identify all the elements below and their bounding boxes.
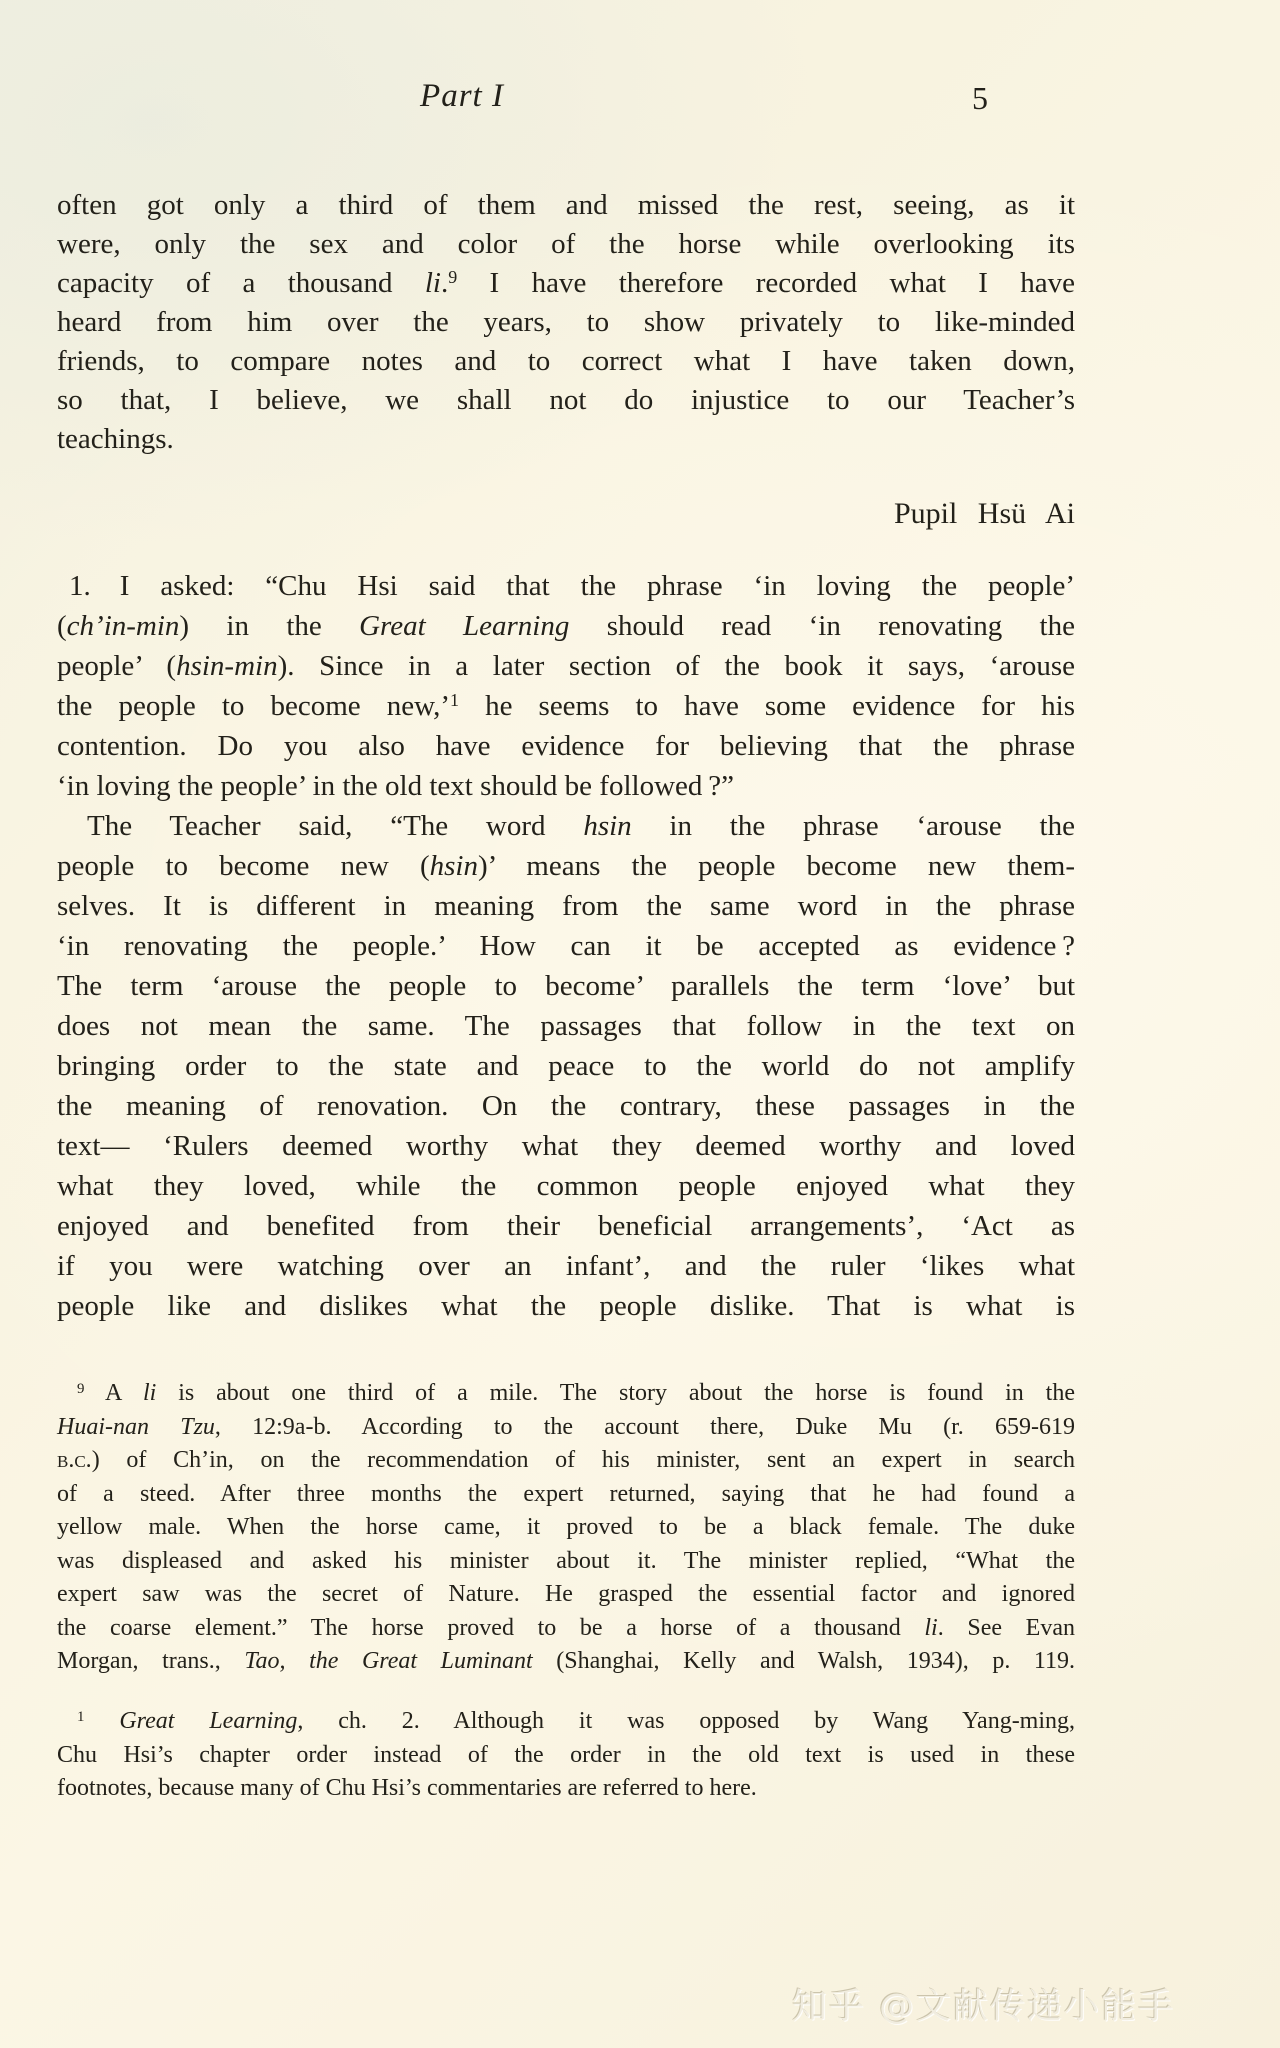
opening-paragraph — [57, 186, 1075, 459]
section-1-answer-paragraph-line-2: people to become new (hsin)’ means the people become new them- — [57, 850, 1075, 882]
section-1-answer-paragraph-line-3: selves. It is different in meaning from the same word in the phrase — [57, 890, 1075, 922]
opening-paragraph-line-1: often got only a third of them and missed the rest, seeing, as it — [57, 189, 1075, 221]
section-1-answer-paragraph-line-13: people like and dislikes what the people dislike. That is what is — [57, 1290, 1075, 1322]
footnote-9-line-7: expert saw was the secret of Nature. He grasped the essential factor and ignored — [57, 1581, 1075, 1607]
opening-paragraph-line-3: capacity of a thousand li.$^9$ I have therefore recorded what I have — [57, 267, 1076, 299]
footnote-1-line-2: Chu Hsi’s chapter order instead of the order in the old text is used in these — [57, 1741, 1075, 1768]
footnote-9-line-2: Huai-nan Tzu, 12:9a-b. According to the account there, Duke Mu (r. 659-619 — [57, 1413, 1075, 1440]
footnote-9-line-5: yellow male. When the horse came, it proved to be a black female. The duke — [57, 1514, 1075, 1540]
section-1-question-paragraph-line-3: people’ (hsin-min). Since in a later section of the book it says, ‘arouse — [57, 650, 1075, 682]
footnote-1 — [57, 1705, 1075, 1806]
footnote-9-line-9: Morgan, trans., Tao, the Great Luminant (Shanghai, Kelly and Walsh, 1934), p. 119. — [57, 1648, 1076, 1674]
section-1-question-paragraph-line-1: 1. I asked: “Chu Hsi said that the phrase ‘in loving the people’ — [69, 570, 1075, 602]
opening-paragraph-line-5: friends, to compare notes and to correct what I have taken down, — [57, 345, 1075, 377]
section-1-answer-paragraph-line-9: text— ‘Rulers deemed worthy what they deemed worthy and loved — [57, 1130, 1075, 1162]
section-1-question-paragraph-line-6: ‘in loving the people’ in the old text should be followed ?” — [57, 770, 734, 802]
opening-paragraph-line-6: so that, I believe, we shall not do injustice to our Teacher’s — [57, 384, 1075, 416]
section-1-question-paragraph-line-4: the people to become new,’$^1$ he seems to have some evidence for his — [57, 690, 1075, 722]
watermark: 知乎 @文献传递小能手 — [791, 1987, 1175, 2027]
section-1-answer-paragraph-line-12: if you were watching over an infant’, and the ruler ‘likes what — [57, 1250, 1075, 1282]
footnote-9-line-1: $^9$ A li is about one third of a mile. The story about the horse is found in the — [77, 1380, 1075, 1406]
section-1-question-paragraph — [57, 566, 1075, 806]
footnote-9-line-3: b.c.) of Ch’in, on the recommendation of his minister, sent an expert in search — [57, 1447, 1075, 1473]
footnote-1-line-3: footnotes, because many of Chu Hsi’s commentaries are referred to here. — [57, 1775, 757, 1801]
footnote-9 — [57, 1377, 1075, 1679]
page-number: 5 — [972, 80, 988, 116]
section-1-answer-paragraph-line-6: does not mean the same. The passages that follow in the text on — [57, 1010, 1075, 1042]
section-1-question-paragraph-line-5: contention. Do you also have evidence for believing that the phrase — [57, 730, 1075, 762]
section-1-answer-paragraph-line-7: bringing order to the state and peace to the world do not amplify — [57, 1050, 1075, 1082]
footnote-9-line-4: of a steed. After three months the expert returned, saying that he had found a — [57, 1480, 1075, 1507]
footnote-9-line-6: was displeased and asked his minister about it. The minister replied, “What the — [57, 1547, 1075, 1574]
section-1-answer-paragraph-line-8: the meaning of renovation. On the contrary, these passages in the — [57, 1090, 1075, 1122]
section-1-question-paragraph-line-2: (ch’in-min) in the Great Learning should read ‘in renovating the — [57, 610, 1075, 642]
part-title: Part I — [420, 78, 504, 114]
section-1-answer-paragraph — [57, 806, 1075, 1326]
section-1-answer-paragraph-line-11: enjoyed and benefited from their beneficial arrangements’, ‘Act as — [57, 1210, 1075, 1242]
opening-paragraph-line-2: were, only the sex and color of the horse while overlooking its — [57, 228, 1075, 260]
section-1-answer-paragraph-line-4: ‘in renovating the people.’ How can it be accepted as evidence ? — [57, 930, 1075, 962]
running-head — [57, 78, 1075, 124]
opening-paragraph-line-4: heard from him over the years, to show privately to like-minded — [57, 306, 1075, 338]
footnote-9-line-8: the coarse element.” The horse proved to be a horse of a thousand li. See Evan — [57, 1614, 1075, 1641]
section-1-answer-paragraph-line-10: what they loved, while the common people enjoyed what they — [57, 1170, 1075, 1202]
attribution-line: Pupil Hsü Ai — [893, 497, 1075, 530]
section-1-answer-paragraph-line-1: The Teacher said, “The word hsin in the phrase ‘arouse the — [87, 810, 1075, 842]
section-1-answer-paragraph-line-5: The term ‘arouse the people to become’ parallels the term ‘love’ but — [57, 970, 1075, 1002]
footnote-1-line-1: $^1$ Great Learning, ch. 2. Although it was opposed by Wang Yang-ming, — [77, 1708, 1076, 1734]
opening-paragraph-line-7: teachings. — [57, 423, 174, 455]
